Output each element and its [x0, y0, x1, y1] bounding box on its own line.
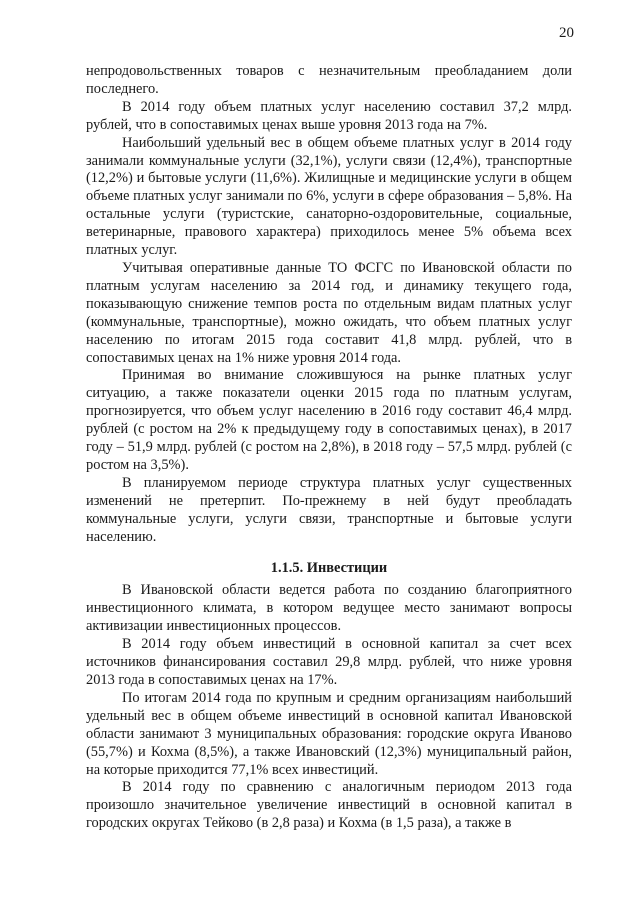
paragraph: Учитывая оперативные данные ТО ФСГС по Ивановской области по платным услугам населению за 2014 год, и динамику текущего года, показывающую снижение темпов роста по отдельным видам платных услуг (коммунальные, транспортные), можно ожидать, что объем платных услуг населению по итогам 2015 года составит 41,8 млрд. рублей, что в сопоставимых ценах на 1% ниже уровня 2014 года. — [86, 259, 572, 366]
paragraph: Принимая во внимание сложившуюся на рынке платных услуг ситуацию, а также показатели оценки 2015 года по платным услугам, прогнозируется, что объем услуг населению в 2016 году составит 46,4 млрд. рублей (с ростом на 2% к предыдущему году в сопоставимых ценах), в 2017 году – 51,9 млрд. рублей (с ростом на 2,8%), в 2018 году – 57,5 млрд. рублей (с ростом на 3,5%). — [86, 367, 572, 473]
paragraph: Наибольший удельный вес в общем объеме платных услуг в 2014 году занимали коммунальные услуги (32,1%), услуги связи (12,4%), транспортные (12,2%) и бытовые услуги (11,6%). Жилищные и медицинские услуги в общем объеме платных услуг занимали по 6%, услуги в сфере образования – 5,8%. На остальные услуги (туристские, санаторно-оздоровительные, социальные, ветеринарные, правового характера) приходилось менее 5% объема всех платных услуг. — [86, 134, 572, 259]
paragraph: По итогам 2014 года по крупным и средним организациям наибольший удельный вес в общем объеме инвестиций в основной капитал Ивановской области занимают 3 муниципальных образования: городские округа Иваново (55,7%) и Кохма (8,5%), а также Ивановский (12,3%) муниципальный район, на которые приходится 77,1% всех инвестиций. — [86, 689, 572, 778]
paragraph: В 2014 году объем платных услуг населению составил 37,2 млрд. рублей, что в сопоставимых ценах выше уровня 2013 года на 7%. — [86, 98, 572, 133]
paragraph: непродовольственных товаров с незначительным преобладанием доли последнего. — [86, 63, 572, 97]
paragraph: В 2014 году по сравнению с аналогичным периодом 2013 года произошло значительное увеличение инвестиций в основной капитал в городских округах Тейково (в 2,8 раза) и Кохма (в 1,5 раза), а также в — [86, 779, 572, 832]
document-body — [86, 63, 572, 833]
section-heading: 1.1.5. Инвестиции — [270, 560, 388, 577]
paragraph: В планируемом периоде структура платных услуг существенных изменений не претерпит. По-прежнему в ней будут преобладать коммунальные услуги, услуги связи, транспортные и бытовые услуги населению. — [86, 474, 572, 545]
paragraph: В 2014 году объем инвестиций в основной капитал за счет всех источников финансирования составил 29,8 млрд. рублей, что ниже уровня 2013 года в сопоставимых ценах на 17%. — [86, 636, 572, 688]
page-number: 20 — [559, 25, 574, 41]
paragraph: В Ивановской области ведется работа по созданию благоприятного инвестиционного климата, в котором ведущее место занимают вопросы активизации инвестиционных процессов. — [86, 582, 572, 635]
